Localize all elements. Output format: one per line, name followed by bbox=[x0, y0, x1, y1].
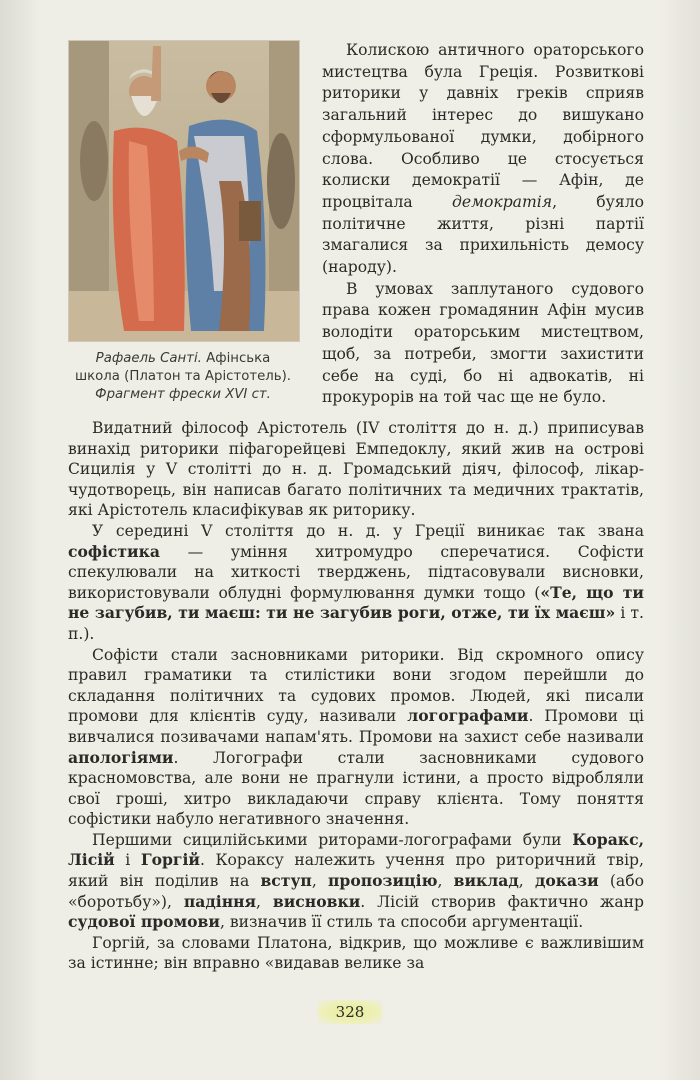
p5-text-e: . Логографи стали засновниками судового красномовства, але вони не прагнули істини, а просто відробляли свої гроші, хитро викладаючи справу клієнта. Тому поняття софістики набуло негативного значення. bbox=[68, 748, 644, 829]
term-dokazy: докази bbox=[534, 871, 599, 891]
term-vstup: вступ bbox=[260, 871, 312, 891]
fresco-illustration bbox=[68, 40, 300, 342]
p6-sep-4: , bbox=[256, 892, 273, 911]
caption-line-1 bbox=[68, 350, 298, 368]
paragraph-7: Горгій, за словами Платона, відкрив, що можливе є важливішим за істинне; він вправно «видавав велике за bbox=[68, 933, 644, 973]
side-column bbox=[322, 40, 644, 409]
p6-sep-2: , bbox=[437, 872, 454, 891]
figure-caption bbox=[68, 350, 298, 404]
p6-sep-1: , bbox=[311, 872, 328, 891]
p6-text-e: . Кораксу належить учення про риторичний твір, який він поділив на bbox=[68, 851, 644, 891]
p6-text-m: (або «боротьбу»), bbox=[68, 872, 644, 911]
term-apologii: апологіями bbox=[68, 747, 174, 767]
p4-text-e: і т. п.). bbox=[68, 604, 644, 643]
p6-sep-3: , bbox=[518, 872, 535, 891]
paragraph-5 bbox=[68, 645, 644, 830]
caption-line-3: Фрагмент фрески XVI ст. bbox=[95, 387, 271, 402]
p5-text-c: . Промови ці вивчалися позивачами напам'ять. Промови на захист себе називали bbox=[68, 707, 644, 746]
term-sudovoi-promovy: судової промови bbox=[68, 912, 220, 932]
p6-text-s: , визначив її стиль та способи аргументації. bbox=[219, 913, 584, 932]
term-koraks-lisii: Коракс, Лісій bbox=[68, 829, 644, 870]
term-propozytsiia: пропозицію bbox=[328, 871, 438, 891]
term-gorgii: Горгій bbox=[140, 850, 200, 870]
paragraph-2: В умовах заплутаного судового права кожен громадянин Афін мусив володіти ораторським мистецтвом, щоб, за потреби, змогти захистити себе на суді, бо ні адвокатів, ні прокурорів на той час ще не було. bbox=[322, 279, 644, 407]
p4-quote: «Те, що ти не загубив, ти маєш: ти не загубив роги, отже, ти їх маєш» bbox=[68, 582, 644, 623]
main-text bbox=[68, 418, 644, 974]
page-number: 328 bbox=[318, 1000, 382, 1024]
term-sofistyka: софістика bbox=[68, 541, 160, 561]
p6-text-q: . Лісій створив фактично жанр bbox=[360, 892, 644, 911]
p1-italic-term: демократія bbox=[451, 192, 553, 211]
p4-text-c: — уміння хитромудро сперечатися. Софісти спекулювали на хиткості тверджень, підтасовували висновки, використовували облудні формулювання думки тощо ( bbox=[68, 542, 644, 602]
p4-text-a: У середині V століття до н. д. у Греції виникає так звана bbox=[92, 521, 644, 540]
caption-title-part: Афінська bbox=[201, 351, 271, 366]
paragraph-6 bbox=[68, 830, 644, 933]
p6-text-c: і bbox=[114, 851, 141, 870]
paragraph-4 bbox=[68, 521, 644, 645]
term-vysnovky: висновки bbox=[272, 891, 361, 911]
p6-text-a: Першими сицилійськими риторами-логографами були bbox=[92, 830, 573, 849]
paragraph-3: Видатний філософ Арістотель (IV століття до н. д.) приписував винахід риторики піфагорейцеві Емпедоклу, який жив на острові Сицилія у V столітті до н. д. Громадський діяч, філософ, лікар-чудотворець, він написав багато політичних та медичних трактатів, які Арістотель класифікував як риторику. bbox=[68, 419, 644, 520]
figure bbox=[68, 40, 298, 404]
p1-text-b: , буяло політичне життя, різні партії змагалися за прихильність демосу (народу). bbox=[322, 192, 644, 277]
term-vyklad: виклад bbox=[453, 871, 519, 891]
caption-line-2: школа (Платон та Арістотель). bbox=[74, 369, 292, 384]
caption-author: Рафаель Санті. bbox=[95, 351, 202, 366]
p1-text-a: Колискою античного ораторського мистецтва була Греція. Розвиткові риторики у давніх греків сприяв загальний інтерес до вишуканo сформульованої думки, добірного слова. Особливо це стосується колиски демократії — Афін, де процвітала bbox=[322, 41, 644, 211]
term-padinnia: падіння bbox=[183, 891, 257, 911]
term-logografy: логографами bbox=[407, 706, 529, 726]
paragraph-1 bbox=[322, 40, 644, 279]
p5-text-a: Софісти стали засновниками риторики. Від скромного опису правил граматики та стилістики вони згодом перейшли до складання політичних та судових промов. Людей, які писали промови для клієнтів суду, називали bbox=[68, 645, 644, 726]
